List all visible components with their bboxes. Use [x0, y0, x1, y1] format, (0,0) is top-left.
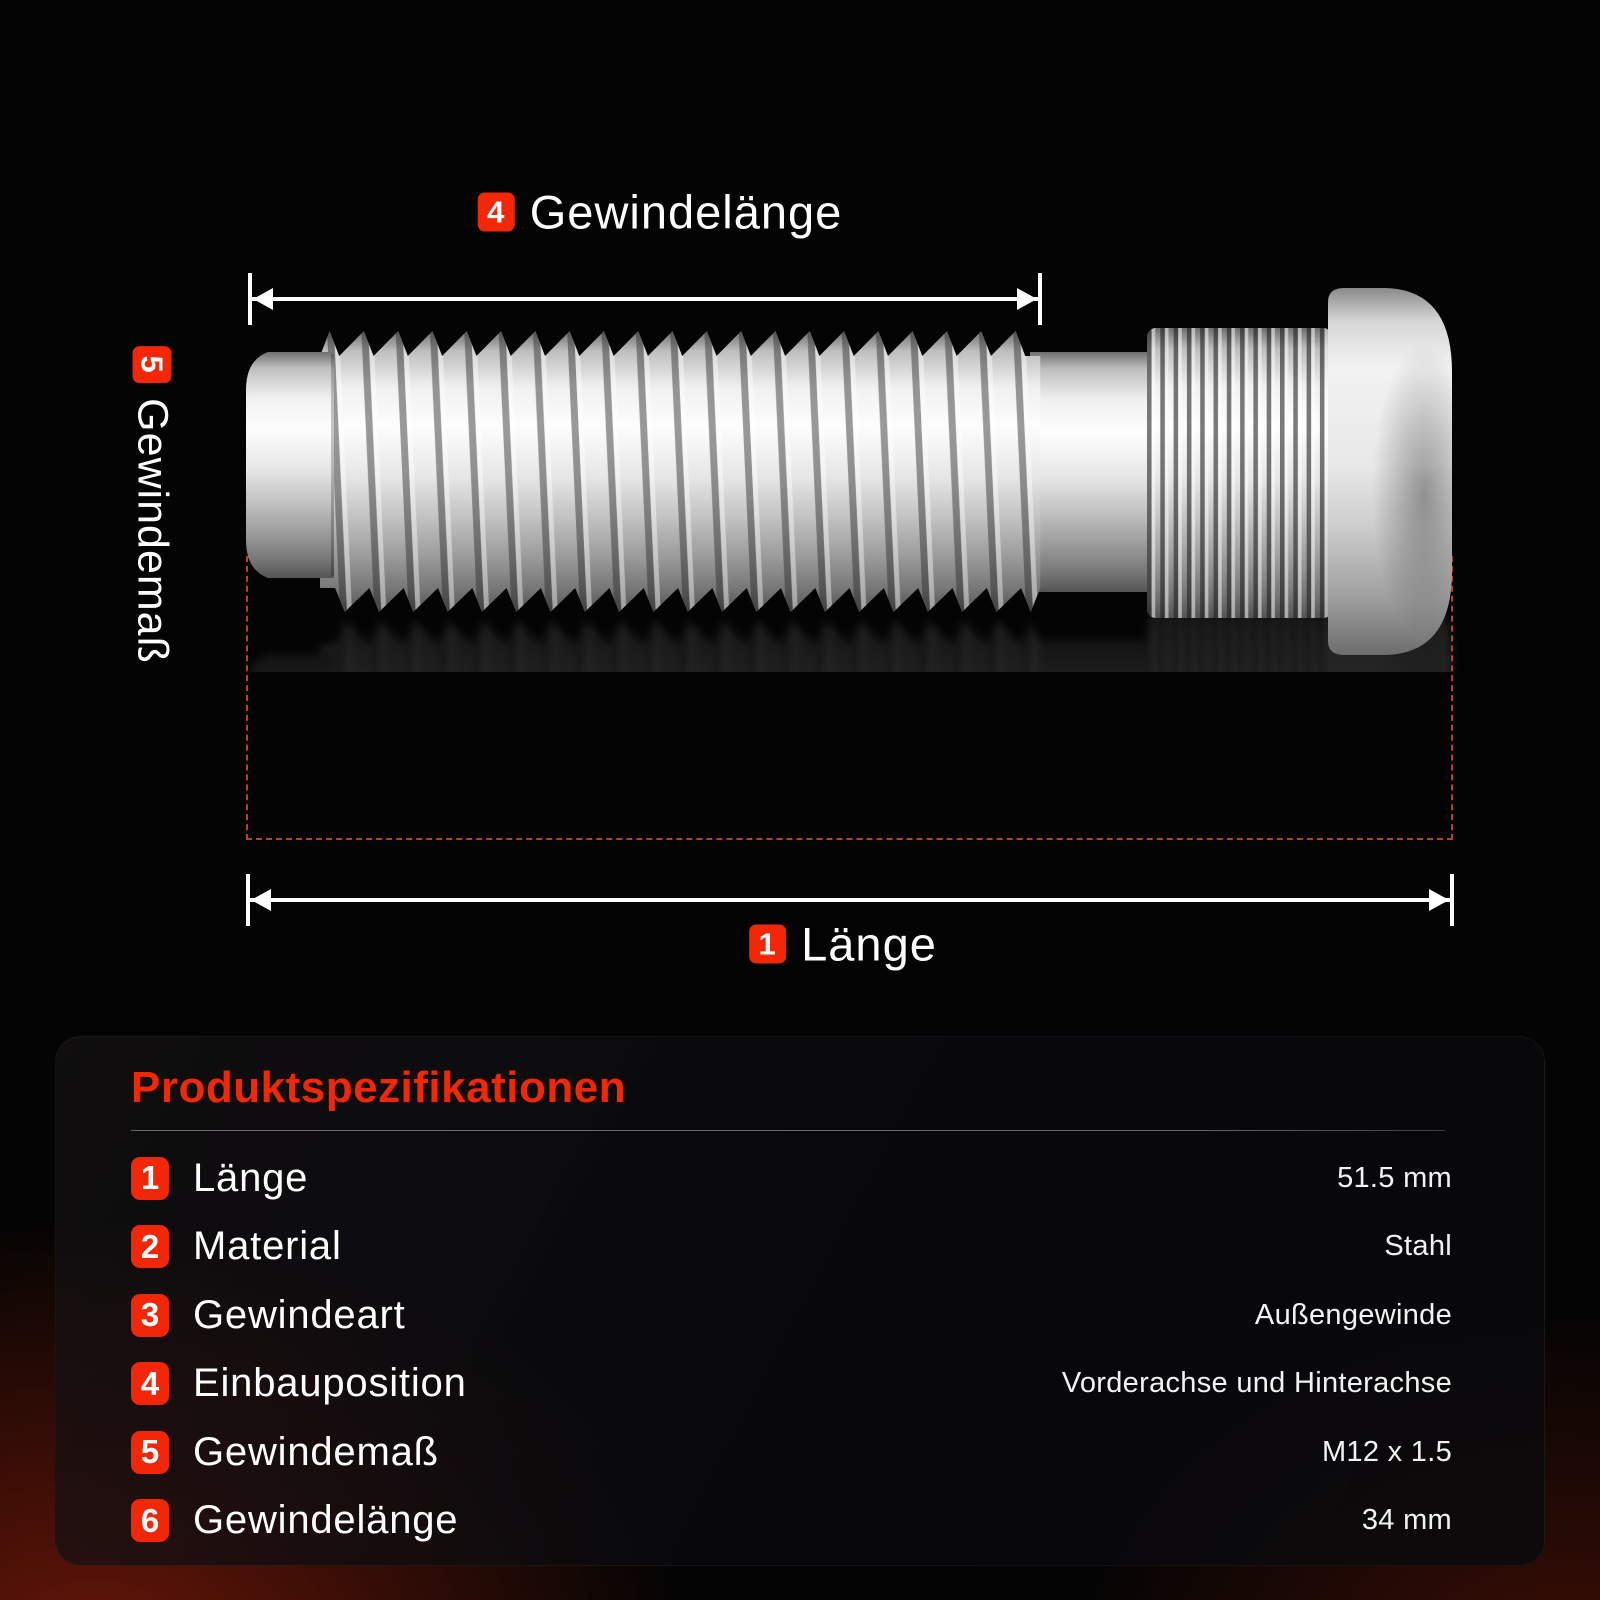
specifications-title: Produktspezifikationen — [131, 1063, 627, 1112]
stud-tip — [246, 352, 334, 578]
dimension-text: Länge — [801, 917, 937, 971]
thread-length-dimension-arrow — [248, 273, 1042, 325]
thread-size-label — [128, 346, 177, 664]
spec-value: Vorderachse und Hinterachse — [1061, 1367, 1452, 1400]
arrowhead-left-icon — [253, 288, 273, 310]
row-number-badge: 5 — [131, 1431, 169, 1474]
spec-value: Stahl — [1384, 1230, 1452, 1263]
specifications-list — [131, 1144, 1452, 1555]
dimension-text: Gewindemaß — [128, 398, 177, 664]
arrowhead-right-icon — [1429, 889, 1449, 911]
spec-row-gewindelaenge — [131, 1487, 1452, 1556]
arrowhead-left-icon — [251, 889, 271, 911]
spec-row-gewindeart — [131, 1281, 1452, 1350]
spec-label: Gewindeart — [193, 1292, 406, 1337]
number-badge: 5 — [133, 346, 172, 383]
thread-length-label — [478, 185, 843, 240]
row-number-badge: 2 — [131, 1225, 169, 1268]
spec-row-gewindemass — [131, 1418, 1452, 1487]
spec-label: Länge — [193, 1155, 309, 1200]
row-number-badge: 6 — [131, 1499, 169, 1542]
spec-row-material — [131, 1213, 1452, 1282]
product-specifications-card — [55, 1036, 1545, 1566]
spec-label: Gewindemaß — [193, 1429, 439, 1474]
row-number-badge: 1 — [131, 1157, 169, 1200]
dimension-text: Gewindelänge — [529, 185, 843, 239]
arrowhead-right-icon — [1017, 288, 1037, 310]
spec-value: M12 x 1.5 — [1321, 1435, 1452, 1468]
number-badge: 1 — [749, 925, 786, 964]
row-number-badge: 3 — [131, 1294, 169, 1337]
number-badge: 4 — [478, 193, 515, 232]
row-number-badge: 4 — [131, 1362, 169, 1405]
spec-label: Einbauposition — [193, 1361, 467, 1406]
spec-label: Material — [193, 1224, 342, 1269]
title-divider — [131, 1130, 1445, 1131]
overall-length-label — [749, 917, 937, 972]
spec-row-laenge — [131, 1144, 1452, 1213]
spec-value: 51.5 mm — [1337, 1161, 1452, 1194]
spec-row-einbauposition — [131, 1350, 1452, 1419]
stud-shank — [1030, 352, 1155, 592]
spec-value: 34 mm — [1361, 1504, 1452, 1537]
spec-value: Außengewinde — [1254, 1298, 1452, 1331]
spec-label: Gewindelänge — [193, 1498, 459, 1543]
